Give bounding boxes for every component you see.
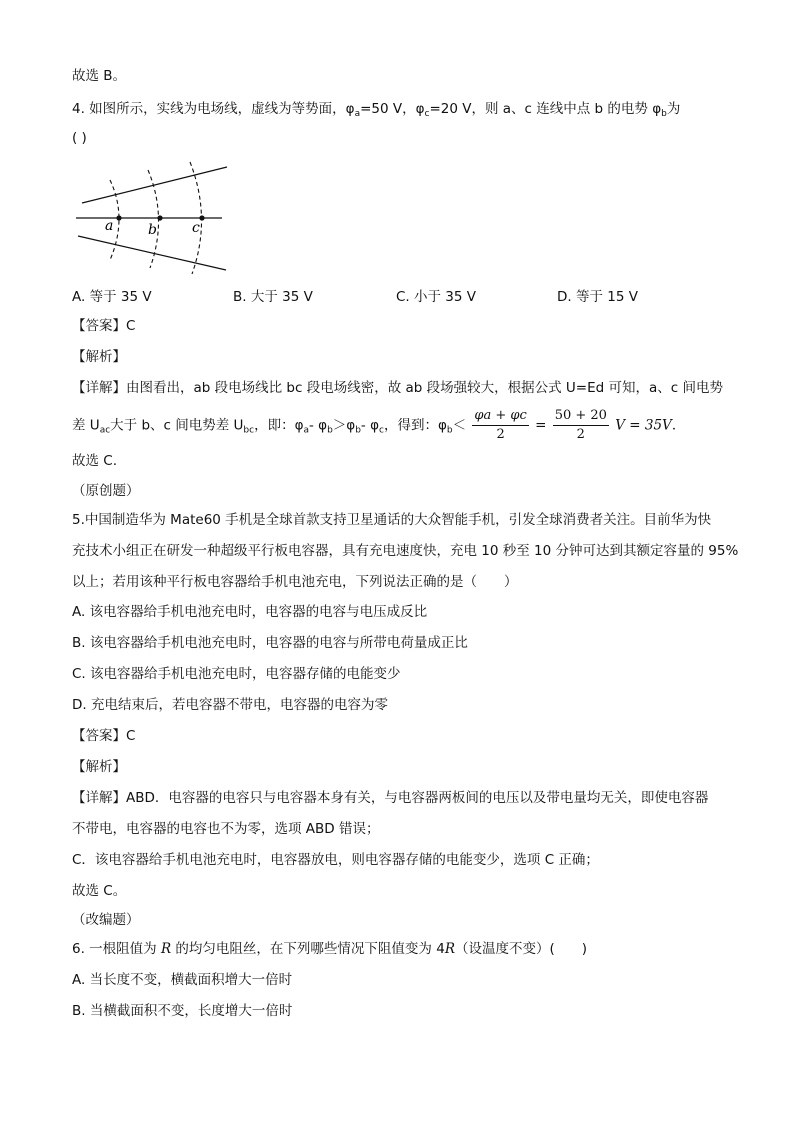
prev-conclusion: 故选 B。: [72, 68, 127, 84]
q4-figure: [70, 150, 240, 280]
point-a: [116, 215, 121, 220]
q4-paren: ( ): [72, 130, 87, 146]
detail-sub: ac: [99, 425, 111, 436]
q5-analysis: 【解析】: [72, 759, 126, 775]
q5-detail-1: 【详解】ABD．电容器的电容只与电容器本身有关，与电容器两板间的电压以及带电量均无关，即使电容器: [72, 790, 709, 806]
q4-stem: [72, 99, 680, 124]
q6-stem-part: 的均匀电阻丝，在下列哪些情况下阻值变为 4: [171, 941, 445, 957]
detail-sub: b: [327, 425, 333, 436]
fraction-denominator: 2: [576, 427, 585, 442]
q5-detail-3: C．该电容器给手机电池充电时，电容器放电，则电容器存储的电能变少，选项 C 正确；: [72, 852, 599, 868]
fraction-numerator: φa + φc: [472, 407, 528, 426]
fraction-denominator: 2: [496, 427, 505, 442]
q5-stem-1: 5.中国制造华为 Mate60 手机是全球首款支持卫星通话的大众智能手机，引发全球消费者关注。目前华为快: [72, 512, 712, 528]
fraction-values: [553, 407, 609, 444]
detail-sub: a: [303, 425, 309, 436]
field-line-top: [82, 167, 227, 203]
q5-option-d: D. 充电结束后，若电容器不带电，电容器的电容为零: [72, 697, 388, 713]
q4-option-a: A. 等于 35 V: [72, 289, 152, 305]
period: ．: [671, 417, 686, 434]
q4-conclusion: 故选 C.: [72, 453, 118, 469]
label-b: b: [148, 222, 157, 238]
fraction-phi: [472, 407, 528, 444]
detail-text: ，即：φ: [254, 417, 304, 434]
point-b: [157, 215, 162, 220]
result-value: V = 35V: [615, 417, 672, 434]
q4-option-d: D. 等于 15 V: [557, 289, 638, 305]
q5-option-c: C. 该电容器给手机电池充电时，电容器存储的电能变少: [72, 666, 401, 682]
symbol-R: R: [444, 941, 455, 957]
symbol-R: R: [160, 941, 172, 957]
q4-answer: 【答案】C: [72, 318, 136, 334]
q5-source-tag: （原创题）: [72, 483, 140, 499]
detail-text: 差 U: [72, 417, 100, 434]
detail-text: ＜: [452, 417, 467, 434]
fraction-numerator: 50 + 20: [553, 407, 609, 426]
detail-sub: b: [355, 425, 361, 436]
detail-text: 大于 b、c 间电势差 U: [110, 417, 244, 434]
q4-stem-part: =20 V，则 a、c 连线中点 b 的电势 φ: [429, 101, 662, 117]
detail-text: ＞φ: [332, 417, 356, 434]
q4-stem-part: =50 V，φ: [360, 101, 425, 117]
q4-sub: a: [354, 109, 361, 119]
detail-sub: bc: [243, 425, 255, 436]
q4-sub: b: [661, 109, 667, 119]
detail-text: - φ: [360, 417, 379, 434]
q5-stem-3: 以上；若用该种平行板电容器给手机电池充电，下列说法正确的是（ ）: [72, 574, 518, 590]
q4-analysis: 【解析】: [72, 349, 126, 365]
detail-text: ，得到：φ: [383, 417, 447, 434]
q5-option-b: B. 该电容器给手机电池充电时，电容器的电容与所带电荷量成正比: [72, 635, 468, 651]
q4-option-b: B. 大于 35 V: [233, 289, 313, 305]
q4-detail-1: 【详解】由图看出，ab 段电场线比 bc 段电场线密，故 ab 段场强较大，根据公式 U=Ed 可知，a、c 间电势: [72, 380, 723, 396]
q5-conclusion: 故选 C。: [72, 883, 127, 899]
q6-stem-part: 6. 一根阻值为: [72, 941, 161, 957]
q5-detail-2: 不带电，电容器的电容也不为零，选项 ABD 错误；: [72, 821, 380, 837]
q6-option-b: B. 当横截面积不变，长度增大一倍时: [72, 1003, 293, 1019]
label-a: a: [105, 218, 114, 234]
q6-stem: [72, 939, 587, 959]
q5-stem-2: 充技术小组正在研发一种超级平行板电容器，具有充电速度快，充电 10 秒至 10 分钟可达到其额定容量的 95%: [72, 543, 739, 559]
q4-detail-2: [72, 407, 685, 449]
q4-sub: c: [424, 109, 430, 119]
detail-text: - φ: [309, 417, 328, 434]
equals-sign: =: [535, 417, 547, 434]
label-c: c: [192, 220, 200, 236]
q4-option-c: C. 小于 35 V: [396, 289, 477, 305]
detail-sub: c: [379, 425, 384, 436]
q4-stem-part: 4. 如图所示，实线为电场线，虚线为等势面，φ: [72, 101, 355, 117]
q5-answer: 【答案】C: [72, 728, 136, 744]
point-c: [199, 215, 204, 220]
detail-sub: b: [446, 425, 453, 436]
q5-option-a: A. 该电容器给手机电池充电时，电容器的电容与电压成反比: [72, 604, 428, 620]
q6-option-a: A. 当长度不变，横截面积增大一倍时: [72, 972, 293, 988]
field-line-bottom: [78, 236, 226, 270]
q6-stem-part: （设温度不变）( ): [454, 941, 588, 957]
q4-stem-part: 为: [666, 101, 681, 117]
q6-source-tag: （改编题）: [72, 912, 140, 928]
